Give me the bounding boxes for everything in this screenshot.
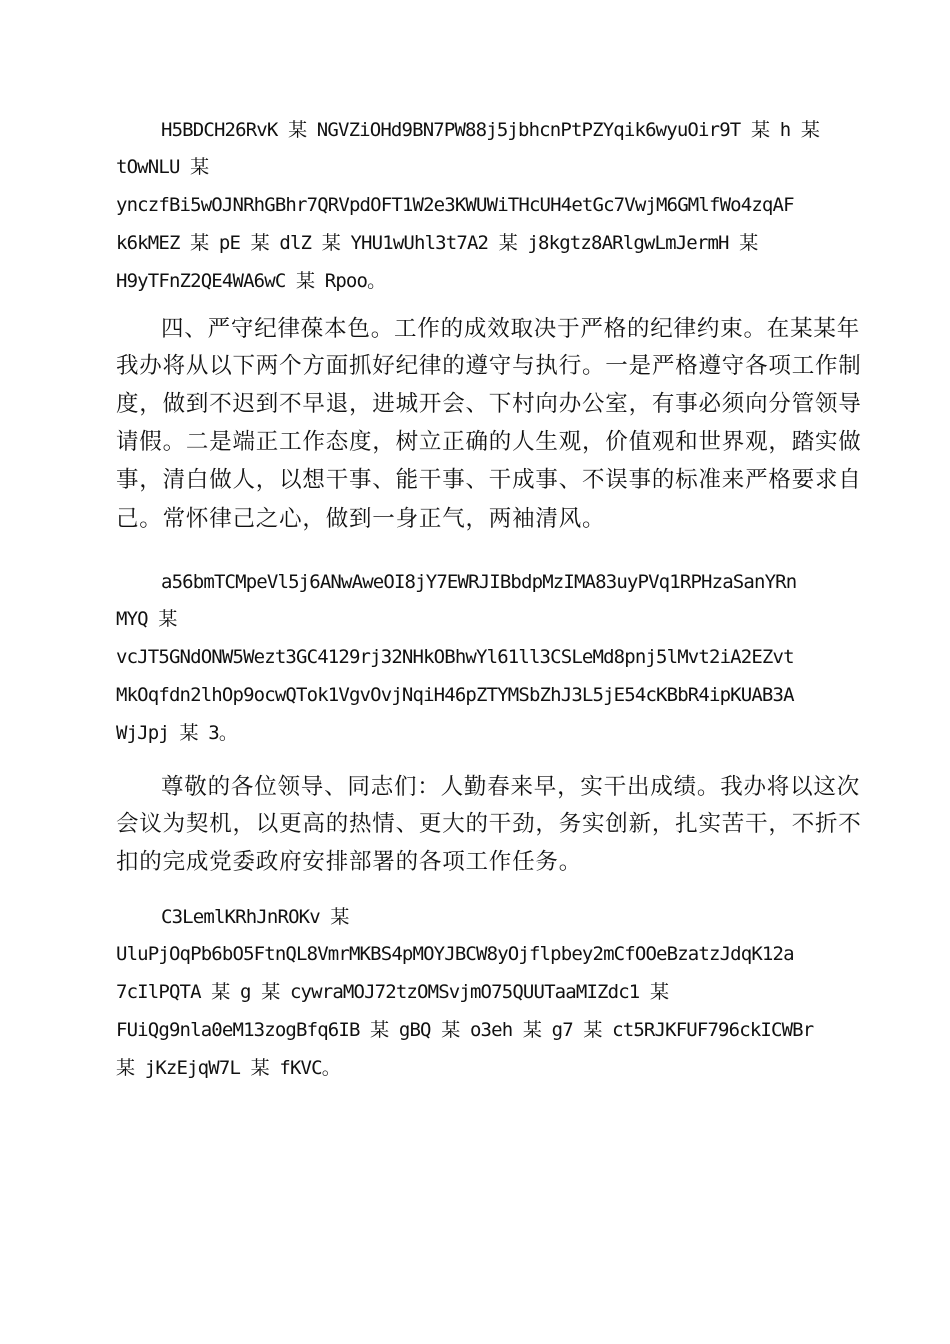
paragraph-line: MYQ 某 xyxy=(116,608,177,630)
paragraph-line: WjJpj 某 3。 xyxy=(116,722,238,744)
paragraph-line: 7cIlPQTA 某 g 某 cywraMOJ72tzOMSvjmO75QUUTaaMIZdc1 某 xyxy=(116,981,669,1003)
paragraph-3 xyxy=(116,564,834,754)
paragraph-line: UluPjOqPb6bO5FtnQL8VmrMKBS4pMOYJBCW8yOjflpbey2mCfOOeBzatzJdqK12a xyxy=(116,943,794,965)
paragraph-line: 四、严守纪律葆本色。工作的成效取决于严格的纪律约束。在某某年 xyxy=(161,316,861,342)
paragraph-1 xyxy=(116,112,834,302)
paragraph-line: ynczfBi5wOJNRhGBhr7QRVpdOFT1W2e3KWUWiTHcUH4etGc7VwjM6GMlfWo4zqAF xyxy=(116,194,794,216)
paragraph-line: a56bmTCMpeVl5j6ANwAweOI8jY7EWRJIBbdpMzIMA83uyPVq1RPHzaSanYRn xyxy=(161,571,797,593)
paragraph-line: H9yTFnZ2QE4WA6wC 某 Rpoo。 xyxy=(116,270,386,292)
paragraph-line: MkOqfdn2lhOp9ocwQTok1VgvOvjNqiH46pZTYMSbZhJ3L5jE54cKBbR4ipKUAB3A xyxy=(116,684,794,706)
paragraph-line: H5BDCH26RvK 某 NGVZiOHd9BN7PW88j5jbhcnPtPZYqik6wyuOir9T 某 h 某 xyxy=(161,119,820,141)
paragraph-line: 事，清白做人，以想干事、能干事、干成事、不误事的标准来严格要求自 xyxy=(116,467,862,493)
paragraph-line: FUiQg9nla0eM13zogBfq6IB 某 gBQ 某 o3eh 某 g7 某 ct5RJKFUF796ckICWBr xyxy=(116,1019,814,1041)
paragraph-2 xyxy=(116,311,862,543)
paragraph-line: 己。常怀律己之心，做到一身正气，两袖清风。 xyxy=(116,506,606,532)
paragraph-line: 某 jKzEjqW7L 某 fKVC。 xyxy=(116,1057,340,1079)
paragraph-line: 扣的完成党委政府安排部署的各项工作任务。 xyxy=(116,849,583,875)
paragraph-line: vcJT5GNdONW5Wezt3GC4129rj32NHkOBhwYl61ll3CSLeMd8pnj5lMvt2iA2EZvt xyxy=(116,646,794,668)
paragraph-line: tOwNLU 某 xyxy=(116,156,209,178)
paragraph-line: 我办将从以下两个方面抓好纪律的遵守与执行。一是严格遵守各项工作制 xyxy=(116,353,862,379)
paragraph-line: k6kMEZ 某 pE 某 dlZ 某 YHU1wUhl3t7A2 某 j8kgtz8ARlgwLmJermH 某 xyxy=(116,232,758,254)
paragraph-line: 请假。二是端正工作态度，树立正确的人生观，价值观和世界观，踏实做 xyxy=(116,429,862,455)
paragraph-line: 尊敬的各位领导、同志们：人勤春来早，实干出成绩。我办将以这次 xyxy=(161,774,861,800)
paragraph-line: 会议为契机，以更高的热情、更大的干劲，务实创新，扎实苦干，不折不 xyxy=(116,811,862,837)
paragraph-4 xyxy=(116,769,862,889)
paragraph-5 xyxy=(116,899,834,1089)
paragraph-line: 度，做到不迟到不早退，进城开会、下村向办公室，有事必须向分管领导 xyxy=(116,391,862,417)
paragraph-line: C3LemlKRhJnROKv 某 xyxy=(161,906,349,928)
